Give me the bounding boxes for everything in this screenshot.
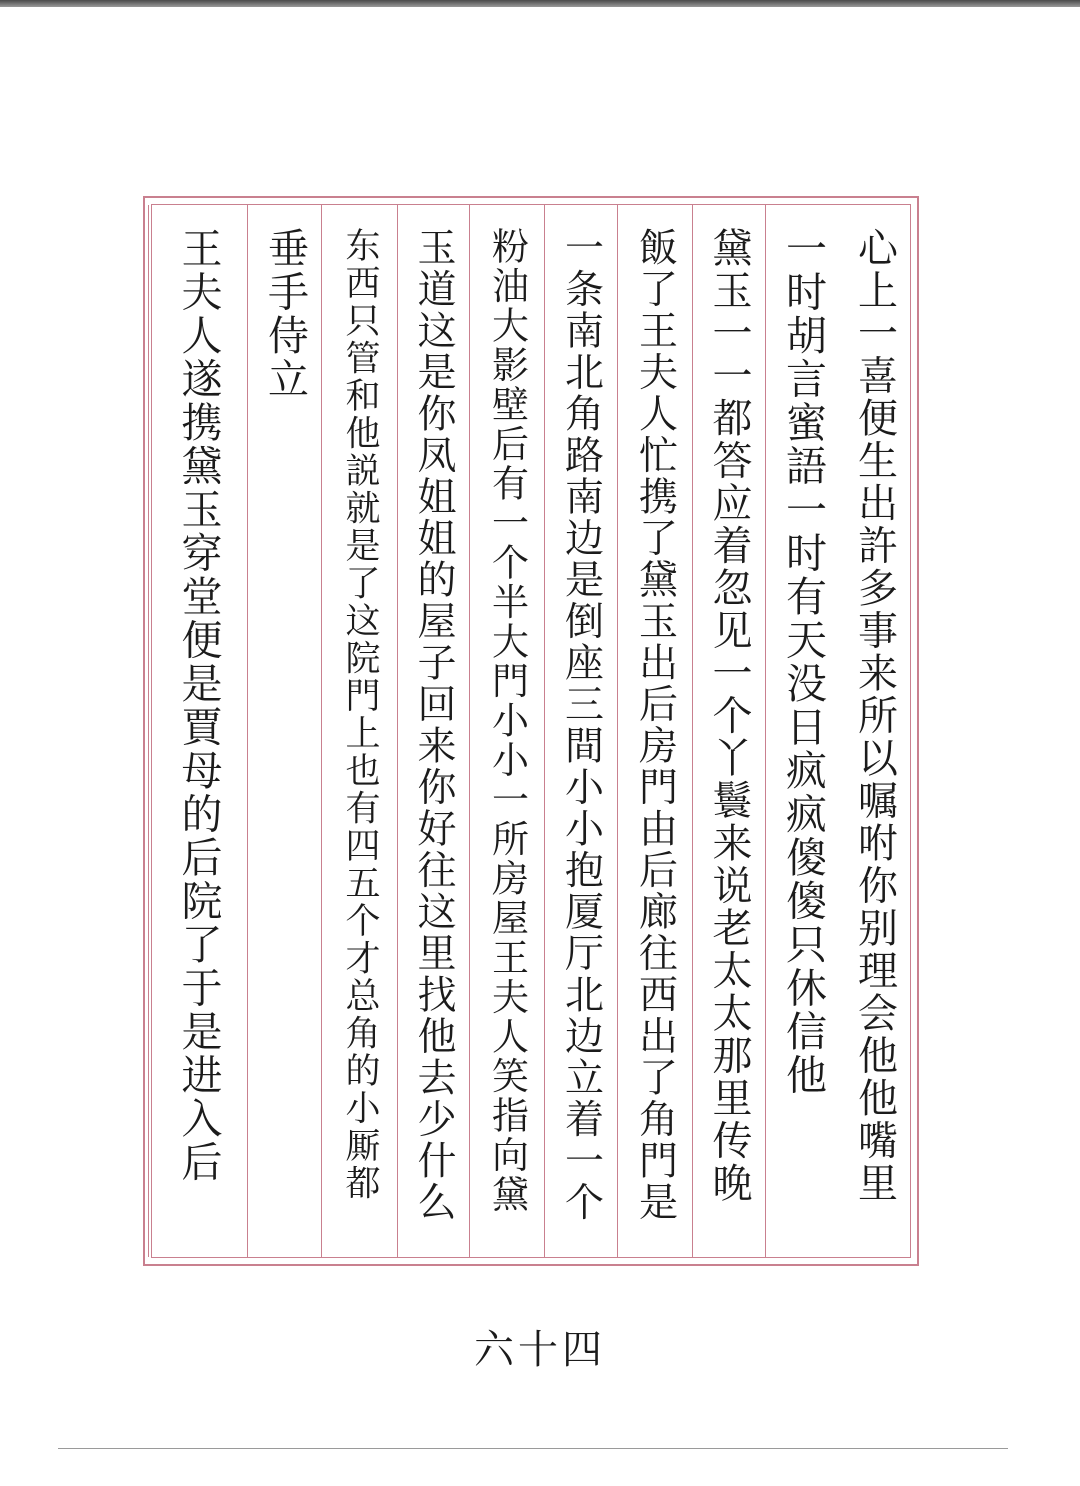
- column-text: 粉油大影壁后有一个半大門小小一所房屋王夫人笑指向黛: [485, 227, 529, 1215]
- column-text: 王夫人遂携黛玉穿堂便是賈母的后院了于是进入后: [174, 227, 223, 1184]
- column-text: 一时胡言蜜語一时有天没日疯疯傻傻只休信他: [779, 227, 827, 1097]
- column-text: 飯了王夫人忙携了黛玉出后房門由后廊往西出了角門是: [632, 227, 678, 1223]
- manuscript-grid: [151, 204, 911, 1258]
- manuscript-column-1: [839, 205, 910, 1257]
- column-text: 东西只管和他説就是了这院門上也有四五个才总角的小厮都: [340, 227, 380, 1202]
- manuscript-column-6: [469, 205, 544, 1257]
- manuscript-column-9: [247, 205, 321, 1257]
- column-text: 垂手侍立: [261, 227, 309, 401]
- manuscript-column-3: [692, 205, 765, 1257]
- column-text: 玉道这是你凤姐姐的屋子回来你好往这里找他去少什么: [411, 227, 456, 1223]
- manuscript-column-7: [397, 205, 469, 1257]
- manuscript-column-5: [544, 205, 617, 1257]
- page-number: 六十四: [474, 1327, 606, 1373]
- column-text: 一条南北角路南边是倒座三間小小抱厦厅北边立着一个: [558, 227, 604, 1223]
- manuscript-column-4: [617, 205, 692, 1257]
- manuscript-sheet: [143, 196, 919, 1266]
- manuscript-column-2: [765, 205, 839, 1257]
- manuscript-column-8: [321, 205, 397, 1257]
- column-text: 黛玉一一都答应着忽见一个丫鬟来说老太太那里传晚: [706, 227, 752, 1205]
- scan-shadow-bottom: [58, 1448, 1008, 1449]
- scan-edge-top: [0, 0, 1080, 7]
- column-text: 心上一喜便生出許多事来所以嘱咐你别理会他他嘴里: [851, 227, 898, 1205]
- manuscript-column-10: [148, 205, 247, 1257]
